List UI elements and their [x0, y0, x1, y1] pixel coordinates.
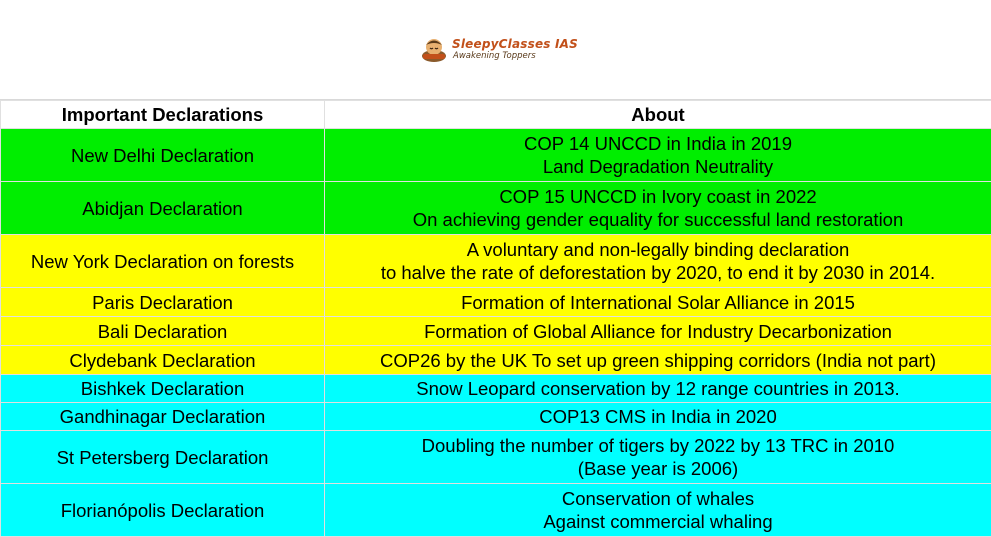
about-line: On achieving gender equality for successful land restoration	[329, 208, 987, 231]
declaration-about	[325, 129, 991, 182]
brand-tagline: Awakening Toppers	[453, 52, 578, 61]
declaration-name: New Delhi Declaration	[1, 129, 325, 182]
declaration-about	[325, 317, 991, 346]
header	[0, 0, 991, 100]
header-about: About	[325, 101, 991, 129]
about-line: COP13 CMS in India in 2020	[329, 405, 987, 428]
declaration-about	[325, 403, 991, 431]
declaration-name: Bali Declaration	[1, 317, 325, 346]
brand-logo	[419, 34, 578, 64]
about-line: COP 14 UNCCD in India in 2019	[329, 132, 987, 155]
about-line: A voluntary and non-legally binding declaration	[329, 238, 987, 261]
about-line: (Base year is 2006)	[329, 457, 987, 480]
about-line: Conservation of whales	[329, 487, 987, 510]
declaration-about	[325, 235, 991, 288]
about-line: Formation of Global Alliance for Industry Decarbonization	[329, 320, 987, 343]
table-row	[1, 182, 991, 235]
table-header-row	[1, 101, 991, 129]
declaration-name: Bishkek Declaration	[1, 375, 325, 403]
about-line: Land Degradation Neutrality	[329, 155, 987, 178]
declaration-name: Abidjan Declaration	[1, 182, 325, 235]
declaration-name: Florianópolis Declaration	[1, 484, 325, 537]
declaration-about	[325, 431, 991, 484]
declaration-name: New York Declaration on forests	[1, 235, 325, 288]
brand-name: SleepyClasses IAS	[452, 38, 578, 50]
declaration-name: Gandhinagar Declaration	[1, 403, 325, 431]
header-important-declarations: Important Declarations	[1, 101, 325, 129]
table-row	[1, 375, 991, 403]
declarations-table	[0, 100, 991, 537]
table-row	[1, 317, 991, 346]
declaration-about	[325, 375, 991, 403]
table-row	[1, 288, 991, 317]
about-line: Doubling the number of tigers by 2022 by 13 TRC in 2010	[329, 434, 987, 457]
about-line: Against commercial whaling	[329, 510, 987, 533]
declaration-name: Clydebank Declaration	[1, 346, 325, 375]
table-row	[1, 431, 991, 484]
declaration-about	[325, 288, 991, 317]
table-row	[1, 403, 991, 431]
table-row	[1, 129, 991, 182]
declaration-name: St Petersberg Declaration	[1, 431, 325, 484]
table-row	[1, 484, 991, 537]
about-line: Formation of International Solar Alliance in 2015	[329, 291, 987, 314]
declaration-about	[325, 182, 991, 235]
declaration-about	[325, 346, 991, 375]
about-line: Snow Leopard conservation by 12 range countries in 2013.	[329, 377, 987, 400]
about-line: COP26 by the UK To set up green shipping corridors (India not part)	[329, 349, 987, 372]
table-row	[1, 235, 991, 288]
declaration-name: Paris Declaration	[1, 288, 325, 317]
about-line: to halve the rate of deforestation by 2020, to end it by 2030 in 2014.	[329, 261, 987, 284]
declaration-about	[325, 484, 991, 537]
sleepy-mascot-icon	[419, 34, 449, 64]
about-line: COP 15 UNCCD in Ivory coast in 2022	[329, 185, 987, 208]
table-row	[1, 346, 991, 375]
